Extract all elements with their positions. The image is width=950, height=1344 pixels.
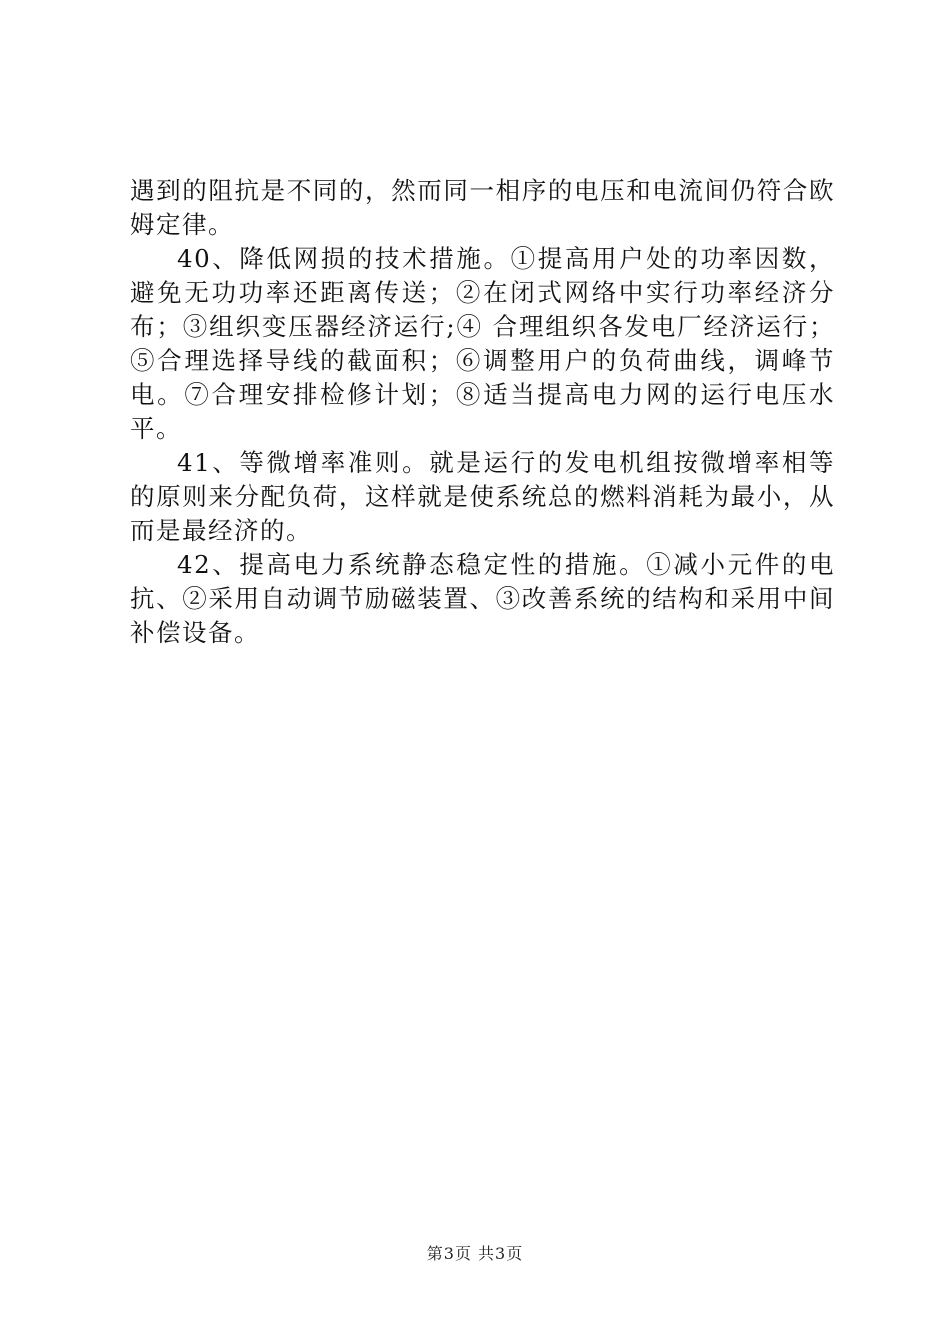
paragraph-item-40: 40、降低网损的技术措施。①提高用户处的功率因数，避免无功功率还距离传送；②在闭式网络中实行功率经济分布；③组织变压器经济运行;④ 合理组织各发电厂经济运行；⑤合理选择导线的截面积；⑥调整用户的负荷曲线，调峰节电。⑦合理安排检修计划；⑧适当提高电力网的运行电压水平。 bbox=[130, 244, 835, 443]
paragraph-item-41: 41、等微增率准则。就是运行的发电机组按微增率相等的原则来分配负荷，这样就是使系统总的燃料消耗为最小，从而是最经济的。 bbox=[130, 448, 835, 545]
paragraph-item-42: 42、提高电力系统静态稳定性的措施。①减小元件的电抗、②采用自动调节励磁装置、③改善系统的结构和采用中间补偿设备。 bbox=[130, 550, 835, 647]
paragraph-continuation: 遇到的阻抗是不同的，然而同一相序的电压和电流间仍符合欧姆定律。 bbox=[130, 176, 835, 239]
document-body bbox=[130, 174, 835, 650]
page-footer-indicator: 第3页 共3页 bbox=[426, 1244, 524, 1263]
